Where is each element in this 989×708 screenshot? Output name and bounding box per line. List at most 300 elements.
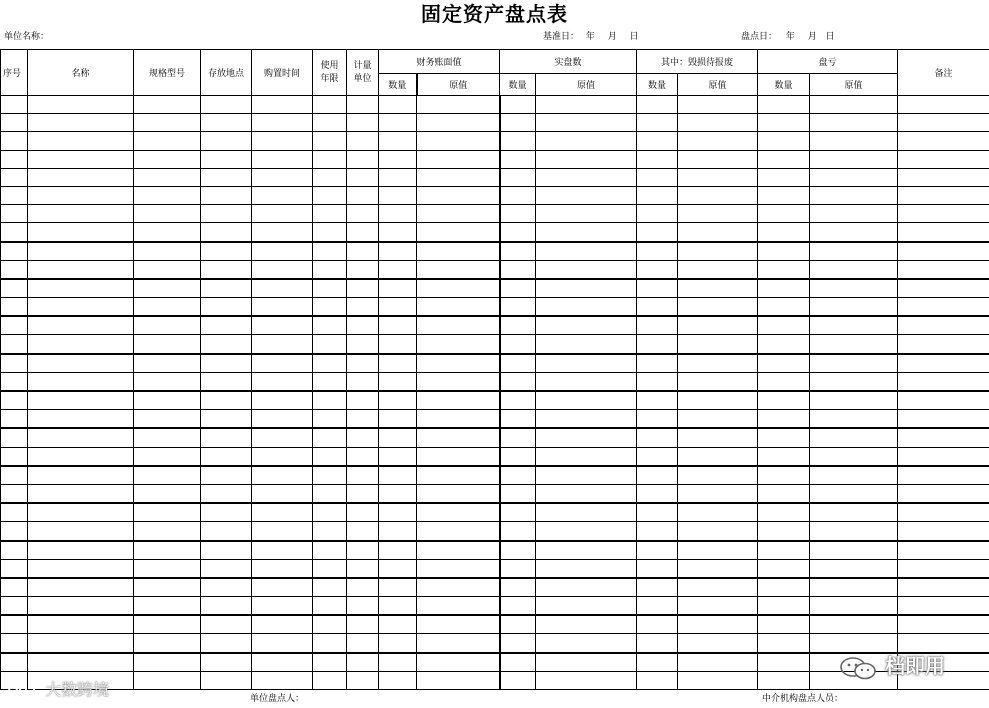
table-cell[interactable] — [417, 132, 500, 150]
table-cell[interactable] — [898, 410, 989, 429]
table-cell[interactable] — [28, 597, 134, 616]
table-cell[interactable] — [347, 578, 379, 597]
table-cell[interactable] — [134, 634, 201, 653]
table-cell[interactable] — [134, 242, 201, 261]
table-cell[interactable] — [678, 298, 758, 317]
table-cell[interactable] — [810, 410, 898, 429]
table-cell[interactable] — [810, 484, 898, 503]
table-cell[interactable] — [898, 354, 989, 373]
table-cell[interactable] — [1, 260, 28, 279]
table-cell[interactable] — [536, 653, 637, 672]
table-cell[interactable] — [134, 615, 201, 634]
table-cell[interactable] — [417, 96, 500, 114]
table-cell[interactable] — [252, 410, 313, 429]
table-cell[interactable] — [201, 466, 252, 485]
table-cell[interactable] — [500, 168, 536, 186]
table-cell[interactable] — [898, 615, 989, 634]
table-cell[interactable] — [252, 223, 313, 242]
table-cell[interactable] — [201, 391, 252, 410]
table-cell[interactable] — [1, 428, 28, 447]
table-cell[interactable] — [637, 466, 678, 485]
table-cell[interactable] — [417, 653, 500, 672]
table-cell[interactable] — [758, 298, 810, 317]
table-cell[interactable] — [500, 150, 536, 168]
table-cell[interactable] — [201, 186, 252, 204]
table-cell[interactable] — [637, 186, 678, 204]
table-cell[interactable] — [28, 354, 134, 373]
table-cell[interactable] — [134, 391, 201, 410]
table-cell[interactable] — [379, 447, 417, 466]
table-cell[interactable] — [637, 114, 678, 132]
table-cell[interactable] — [637, 205, 678, 223]
table-cell[interactable] — [898, 223, 989, 242]
table-cell[interactable] — [1, 653, 28, 672]
table-cell[interactable] — [379, 484, 417, 503]
table-cell[interactable] — [313, 168, 347, 186]
table-cell[interactable] — [313, 354, 347, 373]
table-cell[interactable] — [347, 391, 379, 410]
table-cell[interactable] — [134, 205, 201, 223]
table-cell[interactable] — [313, 260, 347, 279]
table-cell[interactable] — [313, 447, 347, 466]
table-cell[interactable] — [252, 96, 313, 114]
table-cell[interactable] — [500, 335, 536, 354]
table-cell[interactable] — [637, 671, 678, 689]
table-cell[interactable] — [347, 316, 379, 335]
table-cell[interactable] — [252, 150, 313, 168]
table-cell[interactable] — [347, 671, 379, 689]
table-cell[interactable] — [500, 447, 536, 466]
table-cell[interactable] — [758, 114, 810, 132]
table-cell[interactable] — [347, 447, 379, 466]
table-cell[interactable] — [379, 615, 417, 634]
table-cell[interactable] — [536, 205, 637, 223]
table-cell[interactable] — [134, 559, 201, 578]
table-cell[interactable] — [678, 634, 758, 653]
table-cell[interactable] — [1, 391, 28, 410]
table-cell[interactable] — [417, 372, 500, 391]
table-cell[interactable] — [898, 279, 989, 298]
table-cell[interactable] — [536, 186, 637, 204]
table-cell[interactable] — [252, 597, 313, 616]
table-cell[interactable] — [500, 298, 536, 317]
table-cell[interactable] — [810, 428, 898, 447]
table-cell[interactable] — [536, 671, 637, 689]
table-cell[interactable] — [678, 150, 758, 168]
table-cell[interactable] — [379, 298, 417, 317]
table-cell[interactable] — [252, 615, 313, 634]
table-cell[interactable] — [637, 522, 678, 541]
table-cell[interactable] — [1, 96, 28, 114]
table-cell[interactable] — [758, 372, 810, 391]
table-cell[interactable] — [347, 428, 379, 447]
table-cell[interactable] — [637, 96, 678, 114]
table-cell[interactable] — [1, 335, 28, 354]
table-cell[interactable] — [810, 279, 898, 298]
table-cell[interactable] — [201, 335, 252, 354]
table-cell[interactable] — [810, 522, 898, 541]
table-cell[interactable] — [252, 114, 313, 132]
table-cell[interactable] — [637, 484, 678, 503]
table-cell[interactable] — [201, 96, 252, 114]
table-cell[interactable] — [134, 671, 201, 689]
table-cell[interactable] — [1, 223, 28, 242]
table-cell[interactable] — [252, 428, 313, 447]
table-cell[interactable] — [536, 260, 637, 279]
table-cell[interactable] — [417, 316, 500, 335]
table-cell[interactable] — [134, 186, 201, 204]
table-cell[interactable] — [678, 132, 758, 150]
table-cell[interactable] — [201, 578, 252, 597]
table-cell[interactable] — [536, 541, 637, 560]
table-cell[interactable] — [1, 279, 28, 298]
table-cell[interactable] — [313, 541, 347, 560]
table-cell[interactable] — [637, 410, 678, 429]
table-cell[interactable] — [252, 503, 313, 522]
table-cell[interactable] — [347, 298, 379, 317]
table-cell[interactable] — [252, 391, 313, 410]
table-cell[interactable] — [1, 114, 28, 132]
table-cell[interactable] — [758, 205, 810, 223]
table-cell[interactable] — [28, 96, 134, 114]
table-cell[interactable] — [536, 466, 637, 485]
table-cell[interactable] — [201, 447, 252, 466]
table-cell[interactable] — [201, 242, 252, 261]
table-cell[interactable] — [678, 503, 758, 522]
table-cell[interactable] — [536, 410, 637, 429]
table-cell[interactable] — [1, 410, 28, 429]
table-cell[interactable] — [678, 260, 758, 279]
table-cell[interactable] — [28, 242, 134, 261]
table-cell[interactable] — [28, 410, 134, 429]
table-cell[interactable] — [500, 132, 536, 150]
table-cell[interactable] — [810, 541, 898, 560]
table-cell[interactable] — [134, 114, 201, 132]
table-cell[interactable] — [417, 559, 500, 578]
table-cell[interactable] — [134, 541, 201, 560]
table-cell[interactable] — [810, 335, 898, 354]
table-cell[interactable] — [536, 150, 637, 168]
table-cell[interactable] — [898, 260, 989, 279]
table-cell[interactable] — [379, 316, 417, 335]
table-cell[interactable] — [536, 316, 637, 335]
table-cell[interactable] — [500, 653, 536, 672]
table-cell[interactable] — [417, 541, 500, 560]
table-cell[interactable] — [347, 466, 379, 485]
table-cell[interactable] — [500, 223, 536, 242]
table-cell[interactable] — [252, 260, 313, 279]
table-cell[interactable] — [313, 634, 347, 653]
table-cell[interactable] — [379, 335, 417, 354]
table-cell[interactable] — [1, 298, 28, 317]
table-cell[interactable] — [28, 132, 134, 150]
table-cell[interactable] — [536, 597, 637, 616]
table-cell[interactable] — [313, 503, 347, 522]
table-cell[interactable] — [678, 114, 758, 132]
table-cell[interactable] — [758, 522, 810, 541]
table-cell[interactable] — [758, 615, 810, 634]
table-cell[interactable] — [347, 559, 379, 578]
table-cell[interactable] — [28, 653, 134, 672]
table-cell[interactable] — [347, 653, 379, 672]
table-cell[interactable] — [1, 559, 28, 578]
table-cell[interactable] — [347, 96, 379, 114]
table-cell[interactable] — [678, 466, 758, 485]
table-cell[interactable] — [898, 150, 989, 168]
table-cell[interactable] — [810, 578, 898, 597]
table-cell[interactable] — [1, 503, 28, 522]
table-cell[interactable] — [252, 316, 313, 335]
table-cell[interactable] — [347, 522, 379, 541]
table-cell[interactable] — [28, 559, 134, 578]
table-cell[interactable] — [758, 279, 810, 298]
table-cell[interactable] — [417, 354, 500, 373]
table-cell[interactable] — [678, 410, 758, 429]
table-cell[interactable] — [201, 634, 252, 653]
table-cell[interactable] — [810, 316, 898, 335]
table-cell[interactable] — [500, 522, 536, 541]
table-cell[interactable] — [347, 372, 379, 391]
table-cell[interactable] — [313, 428, 347, 447]
table-cell[interactable] — [313, 335, 347, 354]
table-cell[interactable] — [347, 335, 379, 354]
table-cell[interactable] — [536, 447, 637, 466]
table-cell[interactable] — [313, 597, 347, 616]
table-cell[interactable] — [500, 372, 536, 391]
table-cell[interactable] — [678, 168, 758, 186]
table-cell[interactable] — [28, 150, 134, 168]
table-cell[interactable] — [28, 447, 134, 466]
table-cell[interactable] — [252, 335, 313, 354]
table-cell[interactable] — [758, 653, 810, 672]
table-cell[interactable] — [898, 391, 989, 410]
table-cell[interactable] — [810, 132, 898, 150]
table-cell[interactable] — [678, 316, 758, 335]
table-cell[interactable] — [637, 559, 678, 578]
table-cell[interactable] — [810, 447, 898, 466]
table-cell[interactable] — [201, 653, 252, 672]
table-cell[interactable] — [313, 466, 347, 485]
table-cell[interactable] — [500, 391, 536, 410]
table-cell[interactable] — [379, 114, 417, 132]
table-cell[interactable] — [379, 186, 417, 204]
table-cell[interactable] — [347, 615, 379, 634]
table-cell[interactable] — [201, 168, 252, 186]
table-cell[interactable] — [678, 615, 758, 634]
table-cell[interactable] — [379, 132, 417, 150]
table-cell[interactable] — [417, 466, 500, 485]
table-cell[interactable] — [252, 132, 313, 150]
table-cell[interactable] — [637, 372, 678, 391]
table-cell[interactable] — [134, 484, 201, 503]
table-cell[interactable] — [347, 223, 379, 242]
table-cell[interactable] — [347, 410, 379, 429]
table-cell[interactable] — [678, 372, 758, 391]
table-cell[interactable] — [379, 242, 417, 261]
table-cell[interactable] — [252, 168, 313, 186]
table-cell[interactable] — [1, 541, 28, 560]
table-cell[interactable] — [417, 615, 500, 634]
table-cell[interactable] — [637, 335, 678, 354]
table-cell[interactable] — [637, 168, 678, 186]
table-cell[interactable] — [500, 205, 536, 223]
table-cell[interactable] — [28, 186, 134, 204]
table-cell[interactable] — [313, 298, 347, 317]
table-cell[interactable] — [637, 541, 678, 560]
table-cell[interactable] — [134, 466, 201, 485]
table-cell[interactable] — [810, 372, 898, 391]
table-cell[interactable] — [678, 653, 758, 672]
table-cell[interactable] — [313, 242, 347, 261]
table-cell[interactable] — [898, 298, 989, 317]
table-cell[interactable] — [898, 316, 989, 335]
table-cell[interactable] — [28, 428, 134, 447]
table-cell[interactable] — [536, 132, 637, 150]
table-cell[interactable] — [252, 671, 313, 689]
table-cell[interactable] — [500, 484, 536, 503]
table-cell[interactable] — [347, 279, 379, 298]
table-cell[interactable] — [898, 242, 989, 261]
table-cell[interactable] — [252, 559, 313, 578]
table-cell[interactable] — [758, 150, 810, 168]
table-cell[interactable] — [536, 559, 637, 578]
table-cell[interactable] — [417, 205, 500, 223]
table-cell[interactable] — [758, 597, 810, 616]
table-cell[interactable] — [28, 503, 134, 522]
table-cell[interactable] — [1, 168, 28, 186]
table-cell[interactable] — [313, 150, 347, 168]
table-cell[interactable] — [898, 168, 989, 186]
table-cell[interactable] — [898, 559, 989, 578]
table-cell[interactable] — [313, 410, 347, 429]
table-cell[interactable] — [313, 316, 347, 335]
table-cell[interactable] — [252, 484, 313, 503]
table-cell[interactable] — [500, 114, 536, 132]
table-cell[interactable] — [313, 615, 347, 634]
table-cell[interactable] — [379, 391, 417, 410]
table-cell[interactable] — [678, 335, 758, 354]
table-cell[interactable] — [313, 186, 347, 204]
table-cell[interactable] — [134, 168, 201, 186]
table-cell[interactable] — [201, 372, 252, 391]
table-cell[interactable] — [898, 428, 989, 447]
table-cell[interactable] — [536, 522, 637, 541]
table-cell[interactable] — [637, 428, 678, 447]
table-cell[interactable] — [313, 205, 347, 223]
table-cell[interactable] — [1, 316, 28, 335]
table-cell[interactable] — [379, 150, 417, 168]
table-cell[interactable] — [678, 578, 758, 597]
table-cell[interactable] — [417, 503, 500, 522]
table-cell[interactable] — [1, 242, 28, 261]
table-cell[interactable] — [417, 447, 500, 466]
table-cell[interactable] — [898, 372, 989, 391]
table-cell[interactable] — [536, 428, 637, 447]
table-cell[interactable] — [810, 615, 898, 634]
table-cell[interactable] — [678, 186, 758, 204]
table-cell[interactable] — [379, 168, 417, 186]
table-cell[interactable] — [810, 242, 898, 261]
table-cell[interactable] — [500, 96, 536, 114]
table-cell[interactable] — [536, 168, 637, 186]
table-cell[interactable] — [678, 223, 758, 242]
table-cell[interactable] — [347, 132, 379, 150]
table-cell[interactable] — [417, 114, 500, 132]
table-cell[interactable] — [500, 260, 536, 279]
table-cell[interactable] — [810, 96, 898, 114]
table-cell[interactable] — [379, 260, 417, 279]
table-cell[interactable] — [28, 391, 134, 410]
table-cell[interactable] — [758, 559, 810, 578]
table-cell[interactable] — [637, 150, 678, 168]
table-cell[interactable] — [758, 410, 810, 429]
table-cell[interactable] — [758, 447, 810, 466]
table-cell[interactable] — [758, 503, 810, 522]
table-cell[interactable] — [637, 578, 678, 597]
table-cell[interactable] — [134, 447, 201, 466]
table-cell[interactable] — [417, 260, 500, 279]
table-cell[interactable] — [28, 298, 134, 317]
table-cell[interactable] — [379, 410, 417, 429]
table-cell[interactable] — [134, 597, 201, 616]
table-cell[interactable] — [536, 503, 637, 522]
table-cell[interactable] — [500, 578, 536, 597]
table-cell[interactable] — [28, 168, 134, 186]
table-cell[interactable] — [28, 522, 134, 541]
table-cell[interactable] — [313, 132, 347, 150]
table-cell[interactable] — [500, 410, 536, 429]
table-cell[interactable] — [201, 354, 252, 373]
table-cell[interactable] — [758, 223, 810, 242]
table-cell[interactable] — [134, 223, 201, 242]
table-cell[interactable] — [758, 634, 810, 653]
table-cell[interactable] — [637, 391, 678, 410]
table-cell[interactable] — [252, 205, 313, 223]
table-cell[interactable] — [201, 260, 252, 279]
table-cell[interactable] — [1, 354, 28, 373]
table-cell[interactable] — [379, 503, 417, 522]
table-cell[interactable] — [252, 298, 313, 317]
table-cell[interactable] — [810, 597, 898, 616]
table-cell[interactable] — [134, 578, 201, 597]
table-cell[interactable] — [536, 578, 637, 597]
table-cell[interactable] — [678, 541, 758, 560]
table-cell[interactable] — [313, 279, 347, 298]
table-cell[interactable] — [536, 298, 637, 317]
table-cell[interactable] — [810, 168, 898, 186]
table-cell[interactable] — [1, 372, 28, 391]
table-cell[interactable] — [758, 316, 810, 335]
table-cell[interactable] — [252, 186, 313, 204]
table-cell[interactable] — [637, 653, 678, 672]
table-cell[interactable] — [500, 428, 536, 447]
table-cell[interactable] — [678, 242, 758, 261]
table-cell[interactable] — [1, 597, 28, 616]
table-cell[interactable] — [1, 447, 28, 466]
table-cell[interactable] — [1, 186, 28, 204]
table-cell[interactable] — [898, 597, 989, 616]
table-cell[interactable] — [758, 428, 810, 447]
table-cell[interactable] — [313, 653, 347, 672]
table-cell[interactable] — [201, 279, 252, 298]
table-cell[interactable] — [637, 260, 678, 279]
table-cell[interactable] — [134, 522, 201, 541]
table-cell[interactable] — [678, 522, 758, 541]
table-cell[interactable] — [417, 428, 500, 447]
table-cell[interactable] — [417, 298, 500, 317]
table-cell[interactable] — [134, 260, 201, 279]
table-cell[interactable] — [134, 96, 201, 114]
